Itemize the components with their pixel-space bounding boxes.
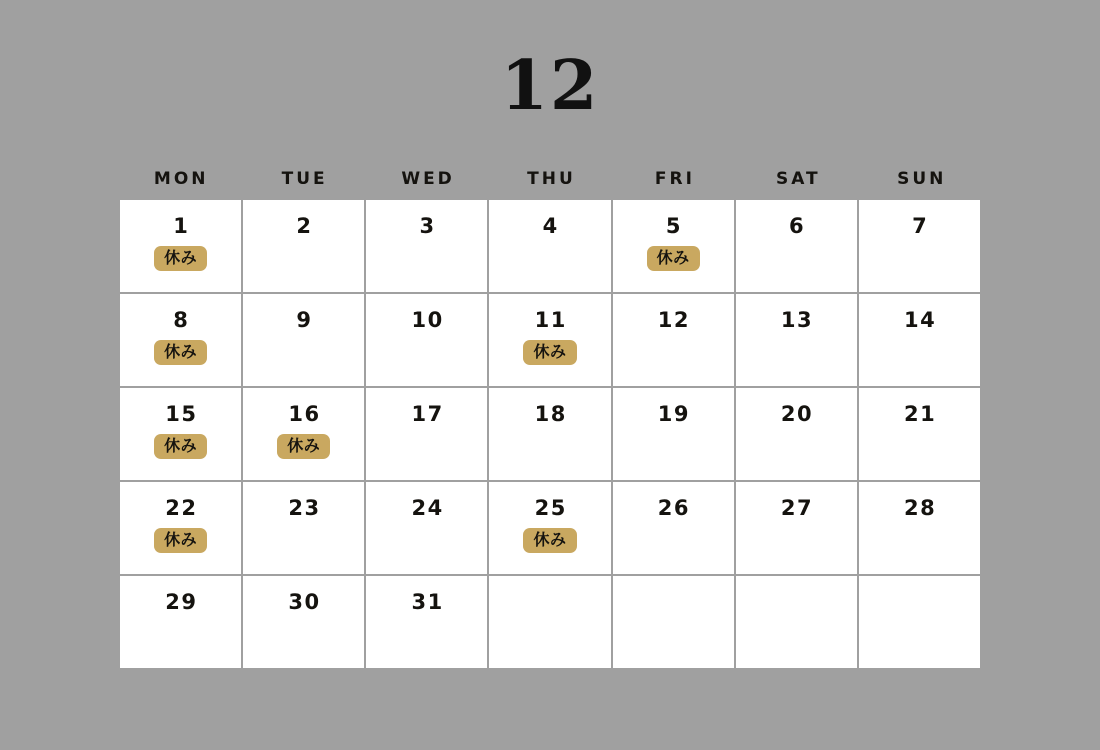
day-number: 8 [173, 308, 190, 332]
day-cell-empty [859, 576, 982, 670]
day-cell[interactable] [243, 482, 366, 576]
weekday-sun: SUN [897, 169, 947, 189]
weekday-thu: THU [527, 169, 576, 189]
day-cell[interactable] [859, 388, 982, 482]
day-number: 2 [296, 214, 313, 238]
holiday-badge: 休み [154, 340, 207, 365]
day-cell[interactable] [736, 200, 859, 294]
day-number: 3 [419, 214, 436, 238]
day-cell[interactable] [243, 294, 366, 388]
day-cell[interactable] [859, 200, 982, 294]
day-number: 16 [288, 402, 321, 426]
day-cell[interactable] [120, 294, 243, 388]
weekday-tue: TUE [281, 169, 328, 189]
day-cell[interactable] [613, 388, 736, 482]
holiday-badge: 休み [154, 246, 207, 271]
day-number: 13 [780, 308, 814, 332]
weekday-fri: FRI [654, 169, 695, 189]
day-cell[interactable] [489, 200, 612, 294]
day-number: 11 [534, 308, 567, 332]
day-cell[interactable] [366, 482, 489, 576]
day-number: 23 [288, 496, 321, 520]
day-cell[interactable] [489, 294, 612, 388]
day-cell[interactable] [613, 294, 736, 388]
calendar-container [118, 160, 982, 670]
day-cell[interactable] [736, 482, 859, 576]
day-number: 7 [912, 214, 929, 238]
holiday-badge: 休み [154, 528, 207, 553]
day-number: 10 [411, 308, 444, 332]
day-number: 14 [904, 308, 937, 332]
holiday-badge: 休み [277, 434, 330, 459]
holiday-badge: 休み [154, 434, 207, 459]
day-cell[interactable] [366, 294, 489, 388]
day-cell[interactable] [736, 294, 859, 388]
day-cell[interactable] [366, 388, 489, 482]
day-number: 25 [534, 496, 567, 520]
day-cell-empty [736, 576, 859, 670]
calendar-week-row [120, 576, 982, 670]
day-number: 5 [665, 214, 682, 238]
weekday-wed: WED [401, 169, 455, 189]
day-number: 28 [904, 496, 937, 520]
weekday-header-row [118, 160, 982, 198]
holiday-badge: 休み [647, 246, 700, 271]
day-cell-empty [613, 576, 736, 670]
day-number: 21 [904, 402, 937, 426]
weekday-mon: MON [153, 169, 209, 189]
day-cell[interactable] [489, 388, 612, 482]
day-cell[interactable] [489, 482, 612, 576]
calendar-grid [118, 198, 982, 670]
holiday-badge: 休み [523, 528, 576, 553]
month-title: 12 [500, 46, 600, 126]
day-cell[interactable] [120, 482, 243, 576]
day-cell[interactable] [243, 576, 366, 670]
day-cell[interactable] [243, 200, 366, 294]
day-cell[interactable] [736, 388, 859, 482]
holiday-badge: 休み [523, 340, 576, 365]
day-number: 4 [542, 214, 559, 238]
day-number: 20 [780, 402, 814, 426]
day-cell[interactable] [859, 482, 982, 576]
day-cell[interactable] [120, 576, 243, 670]
day-number: 1 [173, 214, 190, 238]
day-cell[interactable] [120, 388, 243, 482]
day-number: 17 [411, 402, 444, 426]
day-number: 9 [296, 308, 313, 332]
day-cell[interactable] [859, 294, 982, 388]
day-number: 24 [411, 496, 444, 520]
day-number: 27 [780, 496, 814, 520]
day-cell[interactable] [120, 200, 243, 294]
day-number: 15 [165, 402, 198, 426]
day-cell[interactable] [366, 576, 489, 670]
day-number: 31 [411, 590, 444, 614]
day-number: 29 [165, 590, 198, 614]
day-cell[interactable] [243, 388, 366, 482]
day-cell[interactable] [613, 482, 736, 576]
day-cell[interactable] [613, 200, 736, 294]
weekday-sat: SAT [775, 169, 821, 189]
day-number: 30 [288, 590, 321, 614]
day-number: 22 [165, 496, 198, 520]
day-number: 12 [657, 308, 690, 332]
day-cell-empty [489, 576, 612, 670]
day-number: 19 [657, 402, 690, 426]
calendar-week-row [120, 294, 982, 388]
day-number: 26 [657, 496, 690, 520]
calendar-week-row [120, 388, 982, 482]
day-number: 6 [788, 214, 806, 238]
day-cell[interactable] [366, 200, 489, 294]
calendar-week-row [120, 200, 982, 294]
day-number: 18 [534, 402, 567, 426]
calendar-week-row [120, 482, 982, 576]
